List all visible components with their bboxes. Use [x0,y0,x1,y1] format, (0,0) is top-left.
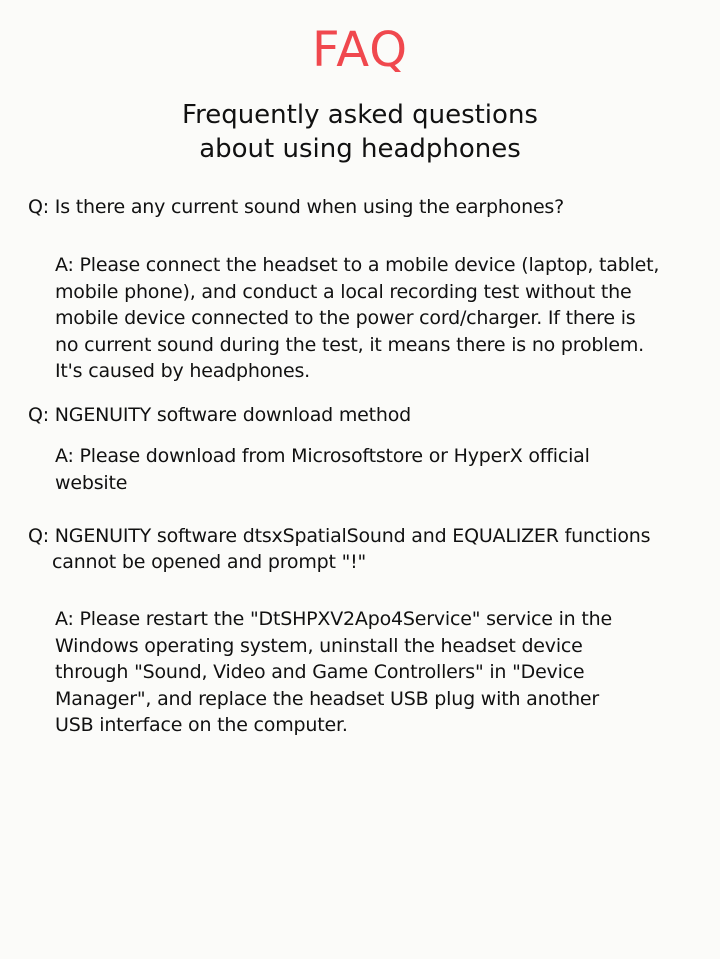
answer-line: through "Sound, Video and Game Controllers" in "Device [55,661,585,683]
page-title: FAQ [312,22,408,78]
question-line: Q: NGENUITY software download method [28,404,412,426]
question-line: Q: NGENUITY software dtsxSpatialSound and EQUALIZER functions [28,525,651,547]
faq-answer-1 [55,252,715,385]
question-line: Q: Is there any current sound when using the earphones? [28,196,565,218]
answer-line: A: Please download from Microsoftstore or HyperX official [55,445,590,467]
answer-line: A: Please restart the "DtSHPXV2Apo4Service" service in the [55,608,612,630]
faq-answer-3 [55,606,715,739]
faq-question-1 [28,194,708,220]
faq-question-2 [28,402,708,428]
answer-line: A: Please connect the headset to a mobile device (laptop, tablet, [55,254,660,276]
answer-line: website [55,471,128,494]
question-line: cannot be opened and prompt "!" [52,551,367,573]
answer-line: mobile device connected to the power cord/charger. If there is [55,307,636,329]
subtitle-line: Frequently asked questions [182,100,538,130]
answer-line: mobile phone), and conduct a local recording test without the [55,280,632,303]
answer-line: no current sound during the test, it means there is no problem. [55,333,644,356]
answer-line: It's caused by headphones. [55,360,311,382]
faq-question-3 [28,523,708,575]
faq-answer-2 [55,443,715,496]
page-subtitle [0,98,720,166]
answer-line: USB interface on the computer. [55,714,348,736]
answer-line: Windows operating system, uninstall the headset device [55,634,583,657]
answer-line: Manager", and replace the headset USB plug with another [55,687,600,710]
subtitle-line: about using headphones [199,134,521,164]
